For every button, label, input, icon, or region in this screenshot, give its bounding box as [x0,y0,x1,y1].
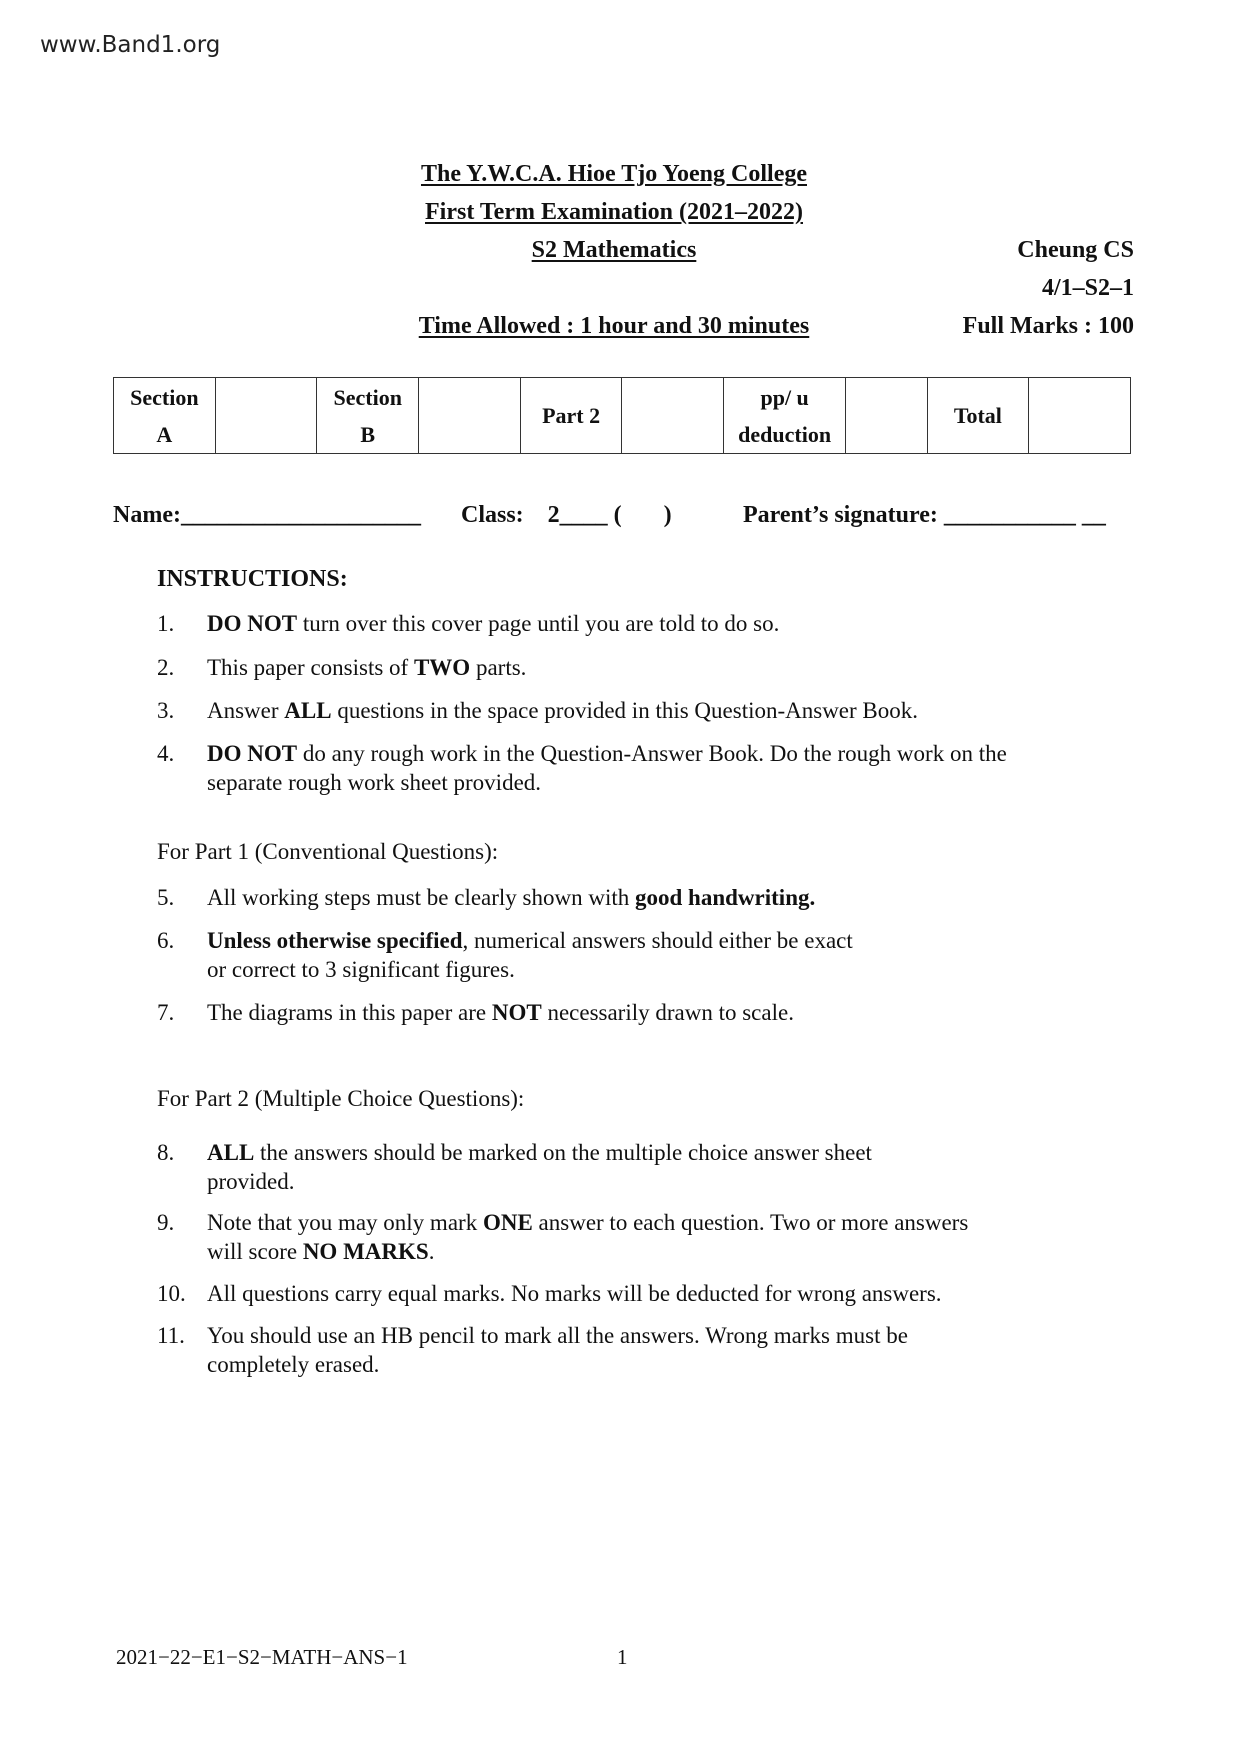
section-a-label: Section A [114,378,216,454]
item-text: ALL the answers should be marked on the multiple choice answer sheet provided. [207,1140,872,1194]
deduction-label: pp/ u deduction [724,378,846,454]
instruction-item [157,609,1057,638]
item-number: 9. [157,1210,175,1235]
part1-heading: For Part 1 (Conventional Questions): [157,839,499,864]
item-number: 11. [157,1323,185,1348]
instruction-item [157,883,1057,912]
item-text: All working steps must be clearly shown with good handwriting. [207,885,816,910]
total-label: Total [927,378,1029,454]
subject-title: S2 Mathematics [531,237,697,263]
part2-score[interactable] [622,378,724,454]
item-text: DO NOT do any rough work in the Question-Answer Book. Do the rough work on the separate rough work sheet provided. [207,741,1007,795]
deduction-score[interactable] [846,378,927,454]
class-field[interactable]: Class: 2____ ( ) [461,502,672,528]
item-number: 8. [157,1140,175,1165]
item-number: 10. [157,1281,186,1306]
instruction-item [157,1279,1057,1308]
instruction-item [157,696,1057,725]
exam-title: First Term Examination (2021–2022) [425,199,803,225]
section-b-score[interactable] [419,378,521,454]
total-score[interactable] [1029,378,1131,454]
teacher-name: Cheung CS [1017,237,1134,263]
item-number: 3. [157,698,175,723]
part2-heading: For Part 2 (Multiple Choice Questions): [157,1086,525,1111]
item-number: 5. [157,885,175,910]
page-number: 1 [617,1645,628,1669]
item-text: All questions carry equal marks. No marks will be deducted for wrong answers. [207,1281,942,1306]
part2-label: Part 2 [520,378,622,454]
item-text: You should use an HB pencil to mark all the answers. Wrong marks must be completely erased. [207,1323,908,1377]
footer-code: 2021−22−E1−S2−MATH−ANS−1 [116,1645,408,1669]
full-marks: Full Marks : 100 [962,313,1134,339]
item-number: 4. [157,741,175,766]
instructions-title: INSTRUCTIONS: [157,566,348,592]
section-b-label: Section B [317,378,419,454]
instruction-item [157,1138,1057,1196]
item-text: Unless otherwise specified, numerical answers should either be exact or correct to 3 significant figures. [207,928,853,982]
section-a-score[interactable] [215,378,317,454]
parent-signature-field[interactable]: Parent’s signature: ___________ __ [743,502,1106,528]
item-text: This paper consists of TWO parts. [207,655,527,680]
name-field[interactable]: Name:____________________ [113,502,421,528]
instruction-item [157,998,1057,1027]
item-text: Answer ALL questions in the space provided in this Question-Answer Book. [207,698,919,723]
item-number: 2. [157,655,175,680]
instruction-item [157,653,1057,682]
item-number: 1. [157,611,175,636]
item-text: Note that you may only mark ONE answer to each question. Two or more answers will score NO MARKS. [207,1210,969,1264]
instruction-item [157,739,1057,797]
item-number: 6. [157,928,175,953]
watermark: www.Band1.org [40,32,221,58]
instruction-item [157,926,1057,984]
item-number: 7. [157,1000,175,1025]
item-text: The diagrams in this paper are NOT necessarily drawn to scale. [207,1000,794,1025]
item-text: DO NOT turn over this cover page until you are told to do so. [207,611,780,636]
school-name: The Y.W.C.A. Hioe Tjo Yoeng College [420,161,807,187]
instruction-item [157,1208,1057,1266]
instruction-item [157,1321,1057,1379]
marks-table [113,377,1131,454]
paper-code: 4/1–S2–1 [1041,275,1134,301]
time-allowed: Time Allowed : 1 hour and 30 minutes [418,313,810,339]
